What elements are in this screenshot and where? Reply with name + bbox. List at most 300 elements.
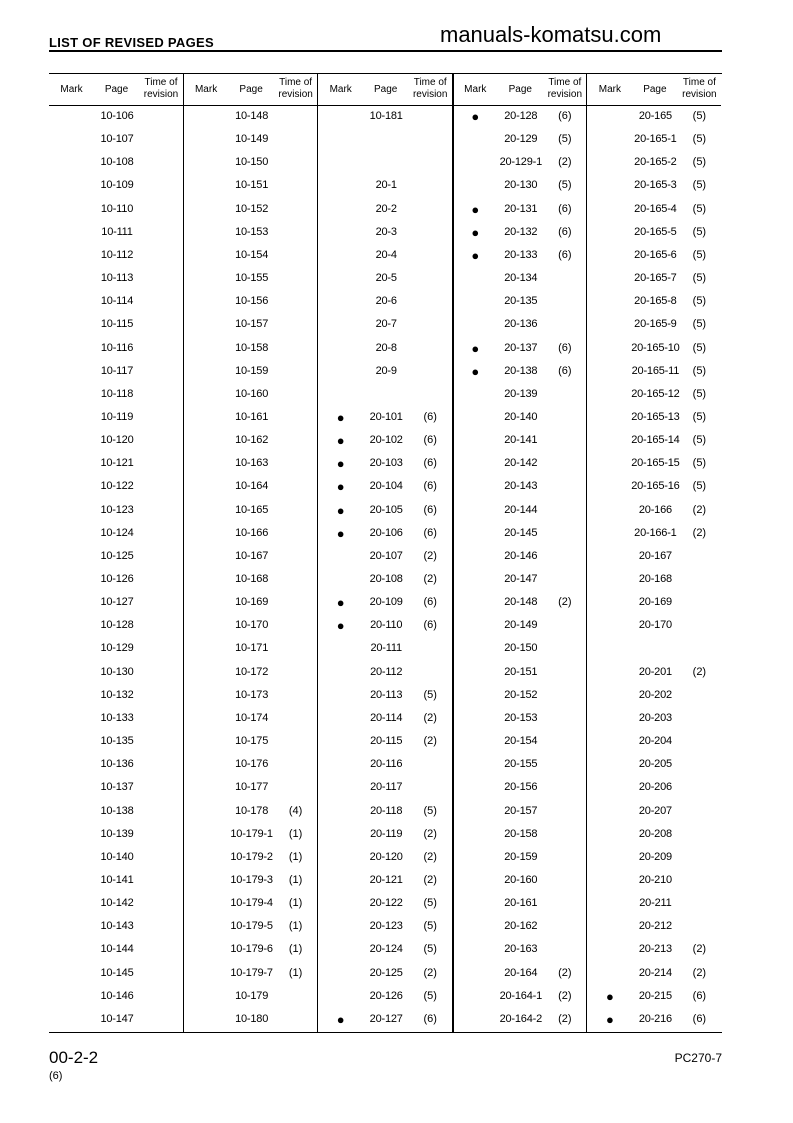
table-row bbox=[184, 226, 318, 242]
page-cell: 10-136 bbox=[100, 758, 134, 771]
page-cell: 20-208 bbox=[638, 827, 672, 840]
table-row bbox=[49, 1013, 183, 1029]
table-row bbox=[453, 781, 587, 797]
page-cell: 10-179-1 bbox=[230, 827, 273, 840]
page-cell: 10-179-6 bbox=[230, 943, 273, 956]
page-cell: 10-157 bbox=[235, 318, 269, 331]
table-row bbox=[184, 967, 318, 983]
page-cell: 20-145 bbox=[504, 526, 538, 539]
table-row bbox=[318, 110, 452, 126]
page-cell: 10-146 bbox=[100, 989, 134, 1002]
page-cell: 20-156 bbox=[504, 781, 538, 794]
page-cell: 10-164 bbox=[235, 480, 269, 493]
revised-pages-table bbox=[49, 73, 722, 1033]
table-row bbox=[184, 365, 318, 381]
page-cell: 20-165-9 bbox=[634, 318, 677, 331]
page-cell: 10-126 bbox=[100, 573, 134, 585]
revised-mark-bullet-icon: ● bbox=[471, 109, 480, 124]
table-row bbox=[453, 156, 587, 172]
page-cell: 10-179-3 bbox=[230, 873, 273, 886]
table-row bbox=[49, 735, 183, 751]
revision-cell: (6) bbox=[423, 619, 437, 632]
table-row bbox=[587, 295, 721, 311]
page-cell: 20-6 bbox=[375, 295, 397, 308]
revision-cell: (5) bbox=[692, 295, 707, 308]
table-row bbox=[453, 133, 587, 149]
table-row bbox=[184, 689, 318, 705]
revision-cell: (6) bbox=[423, 410, 437, 423]
page-cell: 20-130 bbox=[504, 179, 538, 192]
page-cell: 10-172 bbox=[235, 665, 269, 678]
table-row bbox=[184, 619, 318, 635]
table-row bbox=[318, 203, 452, 219]
header-mark: Mark bbox=[464, 84, 487, 95]
revision-cell: (6) bbox=[423, 457, 437, 470]
table-row bbox=[587, 642, 721, 658]
page-cell: 10-117 bbox=[100, 364, 134, 377]
table-row bbox=[587, 1013, 721, 1029]
page-cell: 20-148 bbox=[504, 596, 538, 609]
header-time-of-revision bbox=[139, 77, 183, 101]
table-row bbox=[453, 318, 587, 334]
page-cell: 10-166 bbox=[235, 526, 269, 539]
page-cell: 20-159 bbox=[504, 850, 538, 863]
revision-cell: (2) bbox=[692, 943, 707, 956]
page-cell: 10-165 bbox=[235, 503, 269, 516]
revision-cell: (2) bbox=[558, 1012, 572, 1025]
page-cell: 10-106 bbox=[100, 110, 134, 122]
page-cell: 20-101 bbox=[369, 410, 403, 423]
page-cell: 10-179 bbox=[235, 989, 269, 1002]
table-row bbox=[49, 480, 183, 496]
revision-cell: (6) bbox=[558, 341, 572, 354]
revision-cell: (5) bbox=[423, 989, 437, 1002]
page-cell: 10-170 bbox=[235, 619, 269, 632]
revision-cell: (5) bbox=[692, 410, 707, 423]
table-row bbox=[587, 666, 721, 682]
page-cell: 10-110 bbox=[100, 202, 134, 215]
page-cell: 20-3 bbox=[375, 225, 397, 238]
page-cell: 10-169 bbox=[235, 596, 269, 609]
revised-mark-bullet-icon: ● bbox=[336, 479, 345, 495]
column-divider bbox=[586, 74, 587, 1032]
table-row bbox=[453, 504, 587, 520]
table-row bbox=[453, 457, 587, 473]
revised-mark-bullet-icon: ● bbox=[336, 595, 345, 611]
page-cell: 20-166 bbox=[638, 503, 672, 516]
table-row bbox=[184, 133, 318, 149]
table-row bbox=[453, 179, 587, 195]
table-row bbox=[49, 179, 183, 195]
page-cell: 20-165-10 bbox=[631, 341, 680, 354]
table-row bbox=[318, 272, 452, 288]
column-header bbox=[49, 74, 183, 106]
page-cell: 20-117 bbox=[370, 781, 403, 794]
table-row bbox=[318, 318, 452, 334]
revision-cell: (5) bbox=[423, 688, 437, 701]
table-row bbox=[453, 434, 587, 450]
table-row bbox=[318, 388, 452, 404]
page-cell: 10-178 bbox=[235, 804, 269, 817]
header-mark: Mark bbox=[60, 84, 83, 95]
page-cell: 20-127 bbox=[369, 1012, 403, 1025]
page-cell: 10-160 bbox=[235, 387, 269, 400]
page-cell: 20-151 bbox=[504, 665, 538, 678]
table-row bbox=[587, 758, 721, 774]
header-mark: Mark bbox=[194, 84, 218, 95]
page-cell: 20-167 bbox=[638, 549, 672, 562]
revision-cell: (6) bbox=[423, 596, 437, 609]
table-row bbox=[587, 480, 721, 496]
table-row bbox=[184, 388, 318, 404]
page-cell: 10-153 bbox=[235, 225, 269, 238]
table-row bbox=[184, 1013, 318, 1029]
table-row bbox=[49, 805, 183, 821]
page-cell: 10-115 bbox=[100, 318, 134, 331]
revision-cell: (5) bbox=[423, 804, 437, 817]
page-cell: 20-129 bbox=[504, 133, 538, 146]
header-mark: Mark bbox=[598, 84, 621, 95]
page-cell: 20-142 bbox=[504, 457, 538, 470]
machine-model: PC270-7 bbox=[674, 1051, 722, 1065]
page-cell: 10-132 bbox=[100, 688, 134, 701]
page-cell: 20-165-11 bbox=[631, 364, 680, 377]
page-cell: 20-7 bbox=[375, 318, 397, 331]
table-row bbox=[184, 550, 318, 566]
table-row bbox=[587, 156, 721, 172]
revision-cell: (6) bbox=[423, 526, 437, 539]
revision-cell: (5) bbox=[692, 318, 707, 331]
table-row bbox=[453, 342, 587, 358]
page-cell: 20-5 bbox=[375, 272, 397, 285]
table-row bbox=[453, 712, 587, 728]
page-cell: 20-110 bbox=[370, 619, 403, 632]
table-row bbox=[587, 365, 721, 381]
page-cell: 20-131 bbox=[504, 202, 538, 215]
page-cell: 20-165-16 bbox=[631, 480, 680, 493]
revised-mark-bullet-icon: ● bbox=[336, 502, 345, 518]
page-cell: 20-128 bbox=[504, 110, 538, 122]
page-title: LIST OF REVISED PAGES bbox=[49, 35, 214, 50]
table-row bbox=[49, 388, 183, 404]
table-row bbox=[587, 342, 721, 358]
column-divider bbox=[452, 74, 454, 1032]
page-cell: 10-175 bbox=[235, 735, 269, 748]
table-row bbox=[587, 272, 721, 288]
table-row bbox=[318, 596, 452, 612]
page-cell: 20-165-8 bbox=[634, 295, 677, 308]
table-row bbox=[587, 550, 721, 566]
table-row bbox=[453, 920, 587, 936]
page-cell: 10-124 bbox=[100, 526, 134, 539]
revision-cell: (5) bbox=[692, 364, 707, 377]
table-row bbox=[587, 573, 721, 589]
revision-cell: (6) bbox=[558, 248, 572, 261]
table-row bbox=[184, 342, 318, 358]
page-cell: 10-140 bbox=[100, 850, 134, 863]
table-row bbox=[587, 712, 721, 728]
revised-mark-bullet-icon: ● bbox=[336, 525, 345, 541]
table-row bbox=[184, 295, 318, 311]
page-cell: 10-130 bbox=[100, 665, 134, 678]
page-cell: 20-123 bbox=[369, 920, 403, 933]
table-row bbox=[49, 897, 183, 913]
table-row bbox=[587, 619, 721, 635]
table-row bbox=[49, 203, 183, 219]
table-row bbox=[184, 110, 318, 126]
revision-cell: (2) bbox=[423, 850, 437, 863]
page-cell: 20-122 bbox=[369, 897, 403, 910]
page-cell: 20-132 bbox=[504, 225, 538, 238]
table-row bbox=[453, 1013, 587, 1029]
column-divider bbox=[317, 74, 318, 1032]
table-row bbox=[318, 457, 452, 473]
page-cell: 20-215 bbox=[638, 989, 672, 1002]
table-row bbox=[587, 457, 721, 473]
page-cell: 20-169 bbox=[638, 596, 672, 609]
watermark: manuals-komatsu.com bbox=[440, 22, 662, 47]
table-row bbox=[318, 897, 452, 913]
page-cell: 10-163 bbox=[235, 457, 269, 470]
page-cell: 10-107 bbox=[100, 133, 134, 146]
table-row bbox=[318, 967, 452, 983]
revision-cell: (6) bbox=[423, 480, 437, 493]
page-cell: 10-122 bbox=[100, 480, 134, 493]
header-time-line2: revision bbox=[278, 89, 313, 100]
column-group bbox=[453, 74, 587, 1032]
table-row bbox=[318, 550, 452, 566]
revised-mark-bullet-icon: ● bbox=[336, 456, 345, 472]
column-header bbox=[184, 74, 318, 106]
table-row bbox=[318, 480, 452, 496]
table-row bbox=[49, 573, 183, 589]
header-time-of-revision bbox=[677, 77, 721, 101]
header-time-line2: revision bbox=[547, 89, 583, 100]
revision-cell: (5) bbox=[558, 179, 572, 192]
page-cell: 20-165-3 bbox=[634, 179, 677, 192]
page-cell: 20-112 bbox=[370, 665, 403, 678]
page-cell: 10-119 bbox=[100, 410, 134, 423]
table-row bbox=[318, 619, 452, 635]
table-row bbox=[587, 990, 721, 1006]
table-row bbox=[184, 179, 318, 195]
table-row bbox=[49, 527, 183, 543]
page-cell: 20-214 bbox=[638, 966, 672, 979]
revised-mark-bullet-icon: ● bbox=[336, 409, 345, 425]
header-page: Page bbox=[643, 84, 667, 95]
page-cell: 20-164-2 bbox=[499, 1012, 543, 1025]
table-row bbox=[318, 666, 452, 682]
page-cell: 10-139 bbox=[100, 827, 134, 840]
revision-cell: (5) bbox=[692, 272, 707, 285]
header-mark: Mark bbox=[329, 84, 352, 95]
page-cell: 10-168 bbox=[235, 573, 269, 585]
page-cell: 20-165-1 bbox=[634, 133, 677, 146]
revision-cell: (6) bbox=[558, 364, 572, 377]
table-row bbox=[318, 365, 452, 381]
table-row bbox=[184, 990, 318, 1006]
page-cell: 10-181 bbox=[369, 110, 403, 122]
table-row bbox=[453, 249, 587, 265]
revised-mark-bullet-icon: ● bbox=[605, 988, 614, 1004]
table-row bbox=[184, 920, 318, 936]
table-row bbox=[453, 527, 587, 543]
page-cell: 20-211 bbox=[639, 897, 672, 910]
column-header bbox=[453, 74, 587, 106]
table-row bbox=[49, 712, 183, 728]
table-row bbox=[49, 272, 183, 288]
table-row bbox=[587, 527, 721, 543]
page-cell: 10-155 bbox=[235, 272, 269, 285]
page-cell: 20-160 bbox=[504, 873, 538, 886]
header-time-line2: revision bbox=[682, 89, 717, 100]
table-row bbox=[318, 990, 452, 1006]
table-row bbox=[184, 203, 318, 219]
table-row bbox=[184, 596, 318, 612]
table-row bbox=[49, 411, 183, 427]
table-row bbox=[453, 735, 587, 751]
table-row bbox=[587, 689, 721, 705]
page-cell: 20-138 bbox=[504, 364, 538, 377]
table-row bbox=[587, 249, 721, 265]
table-row bbox=[318, 1013, 452, 1029]
page-cell: 20-144 bbox=[504, 503, 538, 516]
page-cell: 10-173 bbox=[235, 688, 269, 701]
page-cell: 10-138 bbox=[100, 804, 134, 817]
revision-cell: (5) bbox=[692, 457, 707, 470]
column-group bbox=[318, 74, 452, 1032]
page-cell: 10-109 bbox=[100, 179, 134, 192]
header-time-of-revision bbox=[274, 77, 318, 101]
page-cell: 10-125 bbox=[100, 549, 134, 562]
table-row bbox=[184, 897, 318, 913]
table-row bbox=[49, 619, 183, 635]
table-row bbox=[453, 226, 587, 242]
table-row bbox=[184, 156, 318, 172]
revision-cell: (5) bbox=[692, 225, 707, 238]
page-cell: 20-203 bbox=[638, 711, 672, 724]
header-time-line1: Time of bbox=[144, 77, 178, 88]
table-row bbox=[318, 943, 452, 959]
page-cell: 10-142 bbox=[100, 897, 134, 910]
page-cell: 20-104 bbox=[369, 480, 403, 493]
page-cell: 20-2 bbox=[375, 202, 397, 215]
document-revision: (6) bbox=[49, 1070, 63, 1082]
revision-cell: (1) bbox=[288, 943, 303, 956]
page-cell: 10-179-5 bbox=[230, 920, 273, 933]
page-cell: 20-1 bbox=[375, 179, 397, 192]
page-cell: 20-153 bbox=[504, 711, 538, 724]
table-row bbox=[184, 249, 318, 265]
page-cell: 20-149 bbox=[504, 619, 538, 632]
table-row bbox=[49, 689, 183, 705]
page-cell: 10-154 bbox=[235, 248, 269, 261]
table-row bbox=[587, 596, 721, 612]
table-row bbox=[184, 504, 318, 520]
revision-cell: (2) bbox=[423, 573, 437, 585]
revised-mark-bullet-icon: ● bbox=[471, 201, 480, 217]
page-cell: 10-116 bbox=[100, 341, 134, 354]
revision-cell: (5) bbox=[423, 920, 437, 933]
table-row bbox=[318, 434, 452, 450]
table-row bbox=[318, 133, 452, 149]
table-row bbox=[587, 851, 721, 867]
table-row bbox=[587, 318, 721, 334]
table-row bbox=[453, 203, 587, 219]
table-row bbox=[318, 851, 452, 867]
table-row bbox=[318, 758, 452, 774]
table-row bbox=[318, 527, 452, 543]
page-cell: 10-111 bbox=[101, 225, 133, 238]
page-cell: 20-106 bbox=[369, 526, 403, 539]
table-row bbox=[49, 249, 183, 265]
table-row bbox=[318, 179, 452, 195]
page-cell: 10-114 bbox=[100, 295, 134, 308]
page-cell: 20-170 bbox=[638, 619, 672, 632]
page-cell: 20-165-13 bbox=[631, 410, 680, 423]
table-row bbox=[184, 781, 318, 797]
page-cell: 20-165-5 bbox=[634, 225, 677, 238]
table-row bbox=[587, 781, 721, 797]
page-cell: 20-165-7 bbox=[634, 272, 677, 285]
table-row bbox=[453, 573, 587, 589]
table-row bbox=[49, 967, 183, 983]
table-row bbox=[453, 805, 587, 821]
table-row bbox=[587, 943, 721, 959]
page-cell: 20-103 bbox=[369, 457, 403, 470]
table-row bbox=[318, 874, 452, 890]
revision-cell: (5) bbox=[692, 156, 707, 169]
table-row bbox=[318, 920, 452, 936]
table-row bbox=[49, 758, 183, 774]
table-row bbox=[318, 226, 452, 242]
table-row bbox=[318, 781, 452, 797]
table-row bbox=[587, 203, 721, 219]
page-cell: 10-108 bbox=[100, 156, 134, 169]
table-row bbox=[49, 781, 183, 797]
revision-cell: (2) bbox=[423, 966, 437, 979]
header-time-line1: Time of bbox=[548, 77, 582, 88]
table-row bbox=[587, 226, 721, 242]
table-row bbox=[453, 550, 587, 566]
page-cell: 20-165 bbox=[638, 110, 672, 122]
page-cell: 20-136 bbox=[504, 318, 538, 331]
table-row bbox=[184, 805, 318, 821]
page-cell: 20-204 bbox=[638, 735, 672, 748]
revision-cell: (2) bbox=[558, 989, 572, 1002]
revision-cell: (1) bbox=[288, 966, 303, 979]
table-row bbox=[49, 666, 183, 682]
table-row bbox=[49, 295, 183, 311]
page-cell: 10-145 bbox=[100, 966, 134, 979]
page-cell: 20-140 bbox=[504, 410, 538, 423]
header-time-line1: Time of bbox=[279, 77, 313, 88]
revision-cell: (5) bbox=[692, 179, 707, 192]
table-row bbox=[318, 342, 452, 358]
table-row bbox=[453, 967, 587, 983]
table-row bbox=[184, 272, 318, 288]
page-cell: 10-179-4 bbox=[230, 897, 273, 910]
page-cell: 10-123 bbox=[100, 503, 134, 516]
header-page: Page bbox=[104, 84, 129, 95]
page-cell: 10-158 bbox=[235, 341, 269, 354]
revision-cell: (2) bbox=[423, 735, 437, 748]
table-row bbox=[49, 874, 183, 890]
page-cell: 20-152 bbox=[504, 688, 538, 701]
table-row bbox=[587, 133, 721, 149]
page-cell: 20-162 bbox=[504, 920, 538, 933]
table-row bbox=[453, 272, 587, 288]
